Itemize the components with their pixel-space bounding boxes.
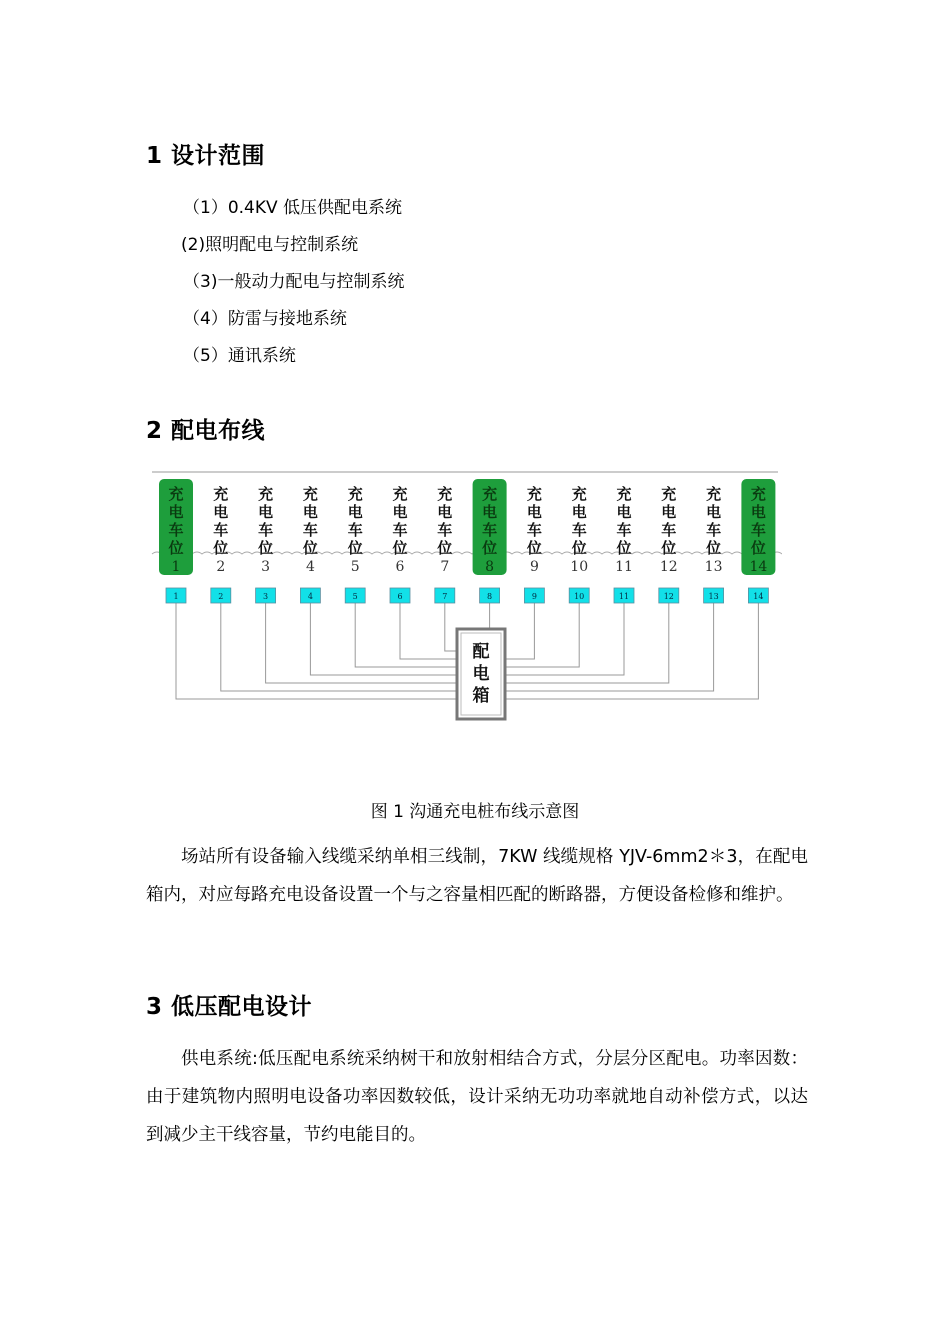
slot-label-char: 位	[347, 539, 363, 557]
slot-label-char: 充	[571, 485, 587, 503]
slot-label-char: 电	[571, 503, 587, 521]
slot-label-char: 位	[706, 539, 722, 557]
wire-10	[505, 603, 579, 667]
slot-label-char: 车	[392, 521, 408, 539]
slot-label-char: 位	[437, 539, 453, 557]
slot-tag-13	[704, 588, 724, 603]
wire-7	[445, 603, 457, 651]
slot-label-char: 位	[661, 539, 677, 557]
slot-number-14: 14	[749, 559, 768, 575]
slot-label-char: 电	[347, 503, 363, 521]
charging-slot-5	[347, 485, 363, 575]
slot-label-char: 位	[302, 539, 318, 557]
scope-item-1: （1）0.4KV 低压供配电系统	[183, 198, 403, 218]
slot-tag-1	[166, 588, 186, 603]
slot-label-char: 充	[347, 485, 363, 503]
charging-slot-8	[473, 479, 507, 575]
charging-slot-13	[705, 485, 723, 575]
slot-tag-11	[614, 588, 634, 603]
slot-label-char: 车	[526, 521, 542, 539]
slot-tag-14	[748, 588, 768, 603]
charging-slot-1	[159, 479, 193, 575]
slot-label-char: 电	[482, 503, 498, 521]
slot-number-8: 8	[485, 559, 495, 575]
slot-label-char: 车	[616, 521, 632, 539]
wiring-paragraph: 场站所有设备输入线缆采纳单相三线制，7KW 线缆规格 YJV-6mm2＊3，在配电箱内，对应每路充电设备设置一个与之容量相匹配的断路器，方便设备检修和维护。	[146, 847, 808, 905]
slot-label-char: 充	[526, 485, 542, 503]
wire-2	[221, 603, 457, 691]
slot-number-5: 5	[350, 559, 360, 575]
charging-slot-4	[302, 485, 318, 575]
slot-label-char: 电	[168, 503, 184, 521]
slot-label-char: 车	[750, 521, 766, 539]
slot-label-char: 位	[616, 539, 632, 557]
tag-number: 11	[618, 592, 630, 601]
charging-slot-12	[660, 485, 678, 575]
slot-label-char: 电	[661, 503, 677, 521]
slot-label-char: 充	[437, 485, 453, 503]
slot-label-char: 电	[616, 503, 632, 521]
charging-slot-9	[526, 485, 542, 575]
box-label-char: 箱	[472, 686, 490, 706]
slot-label-char: 车	[482, 521, 498, 539]
slot-label-char: 充	[392, 485, 408, 503]
slot-label-char: 位	[750, 539, 766, 557]
slot-number-9: 9	[529, 559, 539, 575]
slot-tag-6	[390, 588, 410, 603]
tag-number: 2	[218, 592, 224, 601]
slot-number-4: 4	[305, 559, 315, 575]
slot-number-6: 6	[395, 559, 405, 575]
slot-label-char: 位	[482, 539, 498, 557]
section-3-title: 3 低压配电设计	[146, 994, 313, 1020]
tag-number: 1	[173, 592, 179, 601]
wire-13	[505, 603, 714, 691]
slot-label-char: 位	[526, 539, 542, 557]
scope-item-4: （4）防雷与接地系统	[183, 309, 347, 329]
scope-item-5: （5）通讯系统	[183, 346, 296, 366]
charging-slot-11	[615, 485, 633, 575]
slot-label-char: 车	[168, 521, 184, 539]
slot-tag-4	[300, 588, 320, 603]
slot-tag-8	[480, 588, 500, 603]
slot-label-char: 位	[258, 539, 274, 557]
slot-label-char: 充	[168, 485, 184, 503]
distribution-box	[457, 629, 505, 719]
slot-number-12: 12	[659, 559, 678, 575]
wire-12	[505, 603, 669, 683]
slot-tag-10	[569, 588, 589, 603]
slot-label-char: 电	[750, 503, 766, 521]
charging-slot-7	[436, 485, 452, 575]
tag-number: 7	[442, 592, 448, 601]
slot-label-char: 位	[213, 539, 229, 557]
wire-1	[176, 603, 457, 699]
tag-number: 14	[753, 592, 764, 601]
charging-slot-3	[257, 485, 273, 575]
slot-label-char: 充	[213, 485, 229, 503]
slot-label-char: 车	[661, 521, 677, 539]
tag-number: 6	[397, 592, 403, 601]
slot-tag-5	[345, 588, 365, 603]
slot-tag-2	[211, 588, 231, 603]
wavy-ground-line	[152, 552, 782, 554]
tag-number: 10	[574, 592, 585, 601]
slot-label-char: 充	[482, 485, 498, 503]
box-label-char: 电	[472, 664, 490, 684]
tag-number: 8	[487, 592, 493, 601]
charging-slot-2	[212, 485, 228, 575]
tag-number: 9	[531, 592, 537, 601]
slot-label-char: 位	[392, 539, 408, 557]
slot-label-char: 车	[347, 521, 363, 539]
box-label-char: 配	[472, 642, 490, 662]
slot-label-char: 充	[616, 485, 632, 503]
section-2-title: 2 配电布线	[146, 418, 266, 444]
wire-14	[505, 603, 758, 699]
charging-slot-6	[391, 485, 407, 575]
slot-label-char: 位	[571, 539, 587, 557]
slot-number-11: 11	[615, 559, 633, 575]
slot-number-1: 1	[171, 559, 181, 575]
tag-number: 3	[263, 592, 269, 601]
slot-label-char: 车	[706, 521, 722, 539]
scope-item-2: (2)照明配电与控制系统	[181, 235, 359, 255]
slot-label-char: 电	[706, 503, 722, 521]
slot-tag-9	[524, 588, 544, 603]
slot-label-char: 位	[168, 539, 184, 557]
tag-number: 12	[663, 592, 674, 601]
slot-number-2: 2	[216, 559, 226, 575]
tag-number: 5	[352, 592, 358, 601]
slot-label-char: 充	[258, 485, 274, 503]
wire-3	[266, 603, 457, 683]
tag-number: 4	[307, 592, 313, 601]
slot-tag-7	[435, 588, 455, 603]
slot-number-7: 7	[440, 559, 450, 575]
figure-caption: 图 1 沟通充电桩布线示意图	[370, 802, 580, 822]
charging-slot-14	[741, 479, 775, 575]
slot-label-char: 电	[213, 503, 229, 521]
section-1-title: 1 设计范围	[146, 143, 266, 169]
slot-number-3: 3	[261, 559, 271, 575]
low-voltage-paragraph: 供电系统:低压配电系统采纳树干和放射相结合方式，分层分区配电。功率因数：由于建筑物内照明电设备功率因数较低，设计采纳无功功率就地自动补偿方式，以达到减少主干线容量，节约电能目的。	[146, 1049, 808, 1145]
slot-label-char: 电	[392, 503, 408, 521]
slot-label-char: 充	[661, 485, 677, 503]
tag-number: 13	[708, 592, 719, 601]
slot-label-char: 充	[706, 485, 722, 503]
wire-9	[505, 603, 534, 659]
wiring-diagram	[148, 466, 782, 726]
slot-label-char: 车	[437, 521, 453, 539]
slot-label-char: 车	[258, 521, 274, 539]
slot-label-char: 电	[258, 503, 274, 521]
slot-label-char: 充	[302, 485, 318, 503]
scope-item-3: （3)一般动力配电与控制系统	[183, 272, 405, 292]
wire-11	[505, 603, 624, 675]
slot-label-char: 电	[302, 503, 318, 521]
slot-tag-3	[256, 588, 276, 603]
slot-label-char: 电	[526, 503, 542, 521]
charging-slots	[159, 479, 775, 603]
slot-label-char: 车	[571, 521, 587, 539]
slot-label-char: 电	[437, 503, 453, 521]
slot-tag-12	[659, 588, 679, 603]
wire-4	[310, 603, 457, 675]
slot-label-char: 车	[213, 521, 229, 539]
charging-slot-10	[570, 485, 588, 575]
slot-label-char: 车	[302, 521, 318, 539]
slot-number-13: 13	[704, 559, 723, 575]
wire-5	[355, 603, 457, 667]
slot-label-char: 充	[750, 485, 766, 503]
slot-number-10: 10	[570, 559, 589, 575]
